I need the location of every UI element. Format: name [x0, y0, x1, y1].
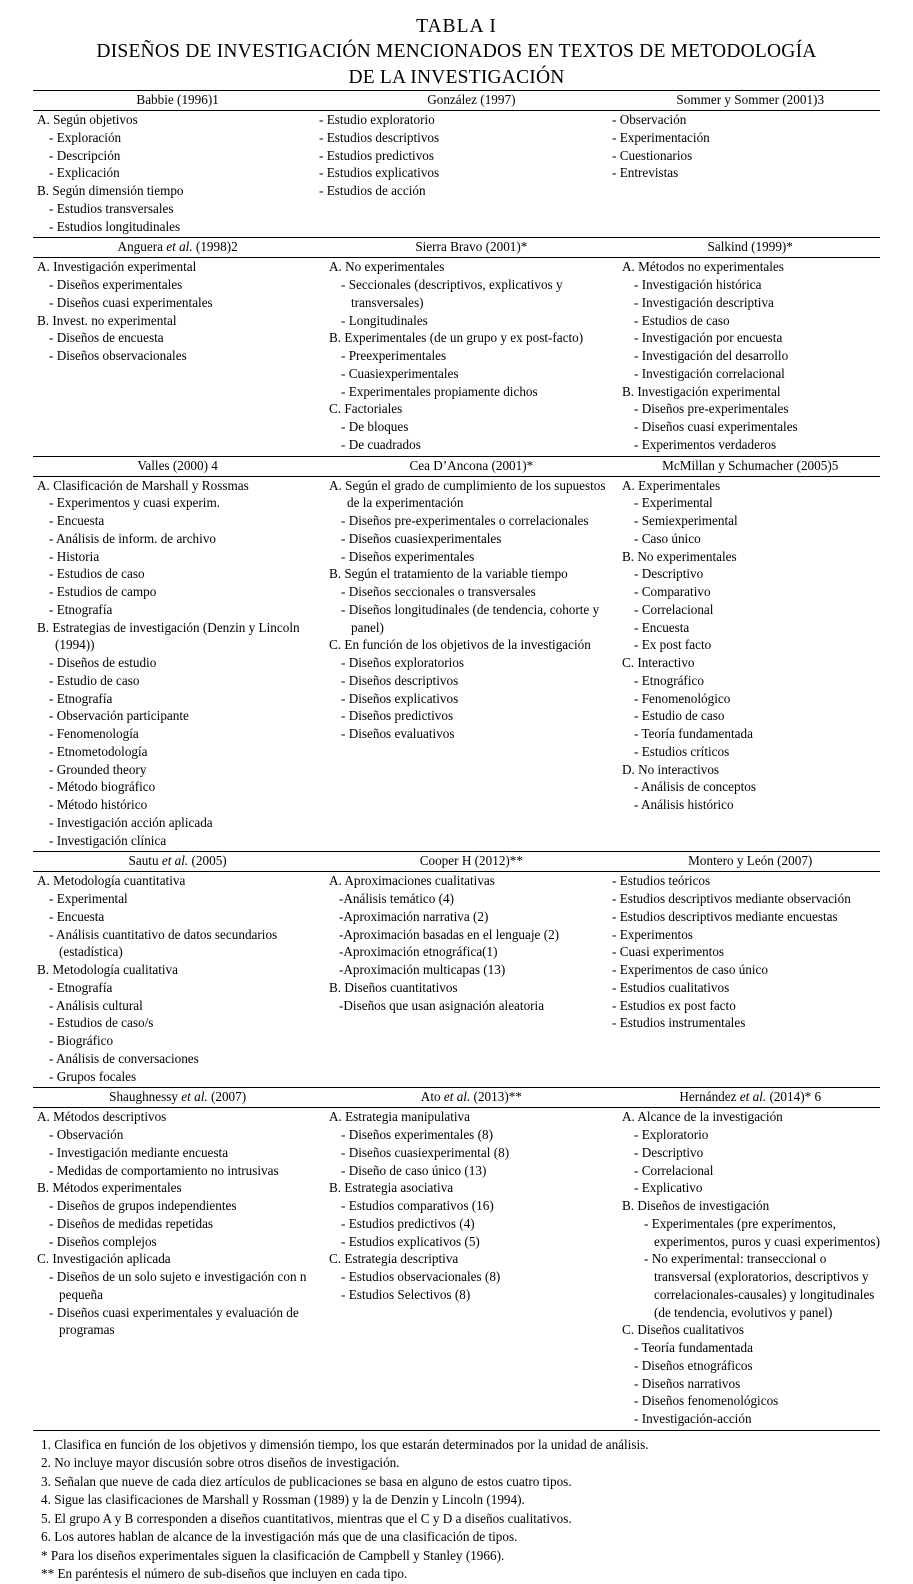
list-item: B. Metodología cualitativa — [37, 962, 178, 978]
table-title-block — [33, 14, 880, 90]
list-item: - Diseños etnográficos — [634, 1357, 753, 1373]
design-list — [33, 111, 321, 235]
section-body-row — [33, 258, 880, 453]
list-item: B. Según el tratamiento de la variable tiempo — [329, 566, 568, 582]
table-column — [33, 258, 325, 365]
list-item: - Grounded theory — [49, 761, 147, 777]
list-item: - De cuadrados — [341, 436, 421, 452]
list-item: - Grupos focales — [49, 1068, 137, 1084]
list-item: - Teoría fundamentada — [634, 726, 753, 742]
list-item: - Medidas de comportamiento no intrusivas — [49, 1162, 279, 1178]
design-list — [612, 111, 880, 182]
design-list — [325, 1108, 614, 1303]
list-item: - Diseños narrativos — [634, 1375, 741, 1391]
list-item: B. Invest. no experimental — [37, 312, 177, 328]
section-header-row — [33, 238, 880, 257]
list-item: - Diseños de medidas repetidas — [49, 1215, 214, 1231]
list-item: C. Factoriales — [329, 401, 403, 417]
list-item: A. Métodos no experimentales — [622, 259, 784, 275]
design-list — [33, 477, 321, 850]
list-item: - Experimental — [49, 891, 128, 907]
list-item: -Aproximación basadas en el lenguaje (2) — [339, 926, 560, 942]
table-section — [33, 456, 880, 852]
list-item: -Diseños que usan asignación aleatoria — [339, 997, 545, 1013]
column-header: Shaughnessy et al. (2007) — [109, 1089, 247, 1105]
table-column — [612, 111, 880, 182]
list-item: - Cuestionarios — [612, 147, 693, 163]
table-column — [325, 477, 618, 743]
list-item: - Análisis cultural — [49, 997, 143, 1013]
list-item: - Observación — [612, 112, 687, 128]
list-item: - Encuesta — [49, 908, 105, 924]
list-item: - Diseños exploratorios — [341, 655, 465, 671]
list-item: A. Aproximaciones cualitativas — [329, 873, 495, 889]
table-section — [33, 237, 880, 455]
list-item: B. No experimentales — [622, 548, 737, 564]
list-item: - Diseños pre-experimentales — [634, 401, 789, 417]
section-header-row — [33, 457, 880, 476]
list-item: - Encuesta — [634, 619, 690, 635]
section-body-row — [33, 477, 880, 850]
list-item: - Etnografía — [49, 690, 113, 706]
list-item: - Diseños predictivos — [341, 708, 454, 724]
design-list — [33, 258, 321, 365]
list-item: A. Investigación experimental — [37, 259, 197, 275]
column-header: Salkind (1999)* — [707, 239, 793, 255]
list-item: - Explicación — [49, 165, 120, 181]
list-item: - Explicativo — [634, 1180, 703, 1196]
list-item: - Estudios predictivos (4) — [341, 1215, 475, 1231]
table-footnotes — [33, 1431, 880, 1584]
list-item: - Cuasi experimentos — [612, 944, 725, 960]
table-title-line-1: DISEÑOS DE INVESTIGACIÓN MENCIONADOS EN TEXTOS DE METODOLOGÍA — [96, 41, 817, 63]
list-item: - Diseños experimentales (8) — [341, 1127, 493, 1143]
list-item: - Estudios de campo — [49, 584, 157, 600]
list-item: A. Según objetivos — [37, 112, 138, 128]
footnote: ** En paréntesis el número de sub-diseños que incluyen en cada tipo. — [41, 1566, 408, 1582]
list-item: - Estudios descriptivos mediante encuestas — [612, 908, 838, 924]
column-header: Sautu et al. (2005) — [128, 853, 227, 869]
list-item: - Diseños fenomenológicos — [634, 1393, 779, 1409]
section-body-row — [33, 111, 880, 235]
column-header: Cooper H (2012)** — [419, 853, 523, 869]
list-item: - Diseños observacionales — [49, 348, 187, 364]
list-item: - Diseños de un solo sujeto e investigación con n pequeña — [49, 1269, 310, 1302]
footnote: 6. Los autores hablan de alcance de la investigación más que de una clasificación de tipos. — [41, 1529, 518, 1545]
table-column — [33, 872, 325, 1085]
table-column — [618, 1108, 880, 1428]
list-item: - Diseños experimentales — [341, 548, 475, 564]
list-item: - Etnometodología — [49, 743, 148, 759]
list-item: - Investigación correlacional — [634, 365, 785, 381]
list-item: - Ex post facto — [634, 637, 712, 653]
list-item: - Experimentos de caso único — [612, 962, 769, 978]
column-header: Sommer y Sommer (2001)3 — [676, 92, 825, 108]
list-item: - Estudio de caso — [634, 708, 725, 724]
footnote: * Para los diseños experimentales siguen la clasificación de Campbell y Stanley (1966). — [41, 1547, 505, 1563]
list-item: A. Experimentales — [622, 477, 721, 493]
list-item: - Experimentación — [612, 129, 710, 145]
table-column — [325, 1108, 618, 1303]
list-item: - Teoría fundamentada — [634, 1340, 753, 1356]
column-header: Ato et al. (2013)** — [420, 1089, 522, 1105]
footnote: 1. Clasifica en función de los objetivos y dimensión tiempo, los que estarán determinados por la unidad de análisis. — [41, 1436, 649, 1452]
design-list — [33, 1108, 321, 1339]
list-item: - Historia — [49, 548, 100, 564]
list-item: - No experimental: transeccional o transversal (exploratorios, descriptivos y correlacionales-causales) y longitudinales (de tendencia, evolutivos y panel) — [644, 1251, 878, 1320]
list-item: - Estudios observacionales (8) — [341, 1269, 501, 1285]
list-item: - Caso único — [634, 530, 701, 546]
list-item: - Diseños complejos — [49, 1233, 157, 1249]
list-item: - Diseños experimentales — [49, 277, 183, 293]
list-item: - Observación — [49, 1127, 124, 1143]
list-item: - Experimentos y cuasi experim. — [49, 495, 221, 511]
list-item: A. Alcance de la investigación — [622, 1109, 783, 1125]
list-item: - Diseños pre-experimentales o correlacionales — [341, 513, 589, 529]
list-item: - Comparativo — [634, 584, 711, 600]
list-item: - Fenomenológico — [634, 690, 731, 706]
list-item: - Estudios Selectivos (8) — [341, 1286, 471, 1302]
list-item: C. Investigación aplicada — [37, 1251, 171, 1267]
list-item: A. Según el grado de cumplimiento de los supuestos de la experimentación — [329, 477, 609, 511]
list-item: - Diseños cuasi experimentales y evaluación de programas — [49, 1304, 303, 1338]
list-item: B. Estrategias de investigación (Denzin y Lincoln (1994)) — [37, 619, 303, 653]
footnote: 4. Sigue las clasificaciones de Marshall y Rossman (1989) y la de Denzin y Lincoln (1994). — [41, 1492, 525, 1508]
list-item: - Investigación clínica — [49, 832, 167, 848]
list-item: - Diseños explicativos — [341, 690, 459, 706]
section-header-row — [33, 91, 880, 110]
list-item: - Investigación mediante encuesta — [49, 1144, 229, 1160]
list-item: - De bloques — [341, 419, 409, 435]
list-item: B. Diseños de investigación — [622, 1198, 770, 1214]
list-item: - Semiexperimental — [634, 513, 738, 529]
list-item: B. Estrategia asociativa — [329, 1180, 454, 1196]
list-item: - Diseños longitudinales (de tendencia, cohorte y panel) — [341, 601, 603, 635]
list-item: -Aproximación etnográfica(1) — [339, 944, 498, 960]
list-item: - Etnográfico — [634, 672, 704, 688]
design-list — [618, 258, 880, 453]
list-item: - Diseño de caso único (13) — [341, 1162, 487, 1178]
list-item: - Correlacional — [634, 1162, 714, 1178]
column-header: Hernández et al. (2014)* 6 — [679, 1089, 822, 1105]
table-column — [325, 872, 618, 1014]
list-item: - Diseños descriptivos — [341, 672, 459, 688]
list-item: - Diseños evaluativos — [341, 726, 455, 742]
list-item: - Investigación acción aplicada — [49, 814, 213, 830]
list-item: - Experimentales (pre experimentos, experimentos, puros y cuasi experimentos) — [644, 1215, 880, 1249]
list-item: - Análisis histórico — [634, 797, 734, 813]
footnote: 3. Señalan que nueve de cada diez artículos de publicaciones se basa en alguno de estos cuatro tipos. — [41, 1473, 572, 1489]
list-item: - Estudios ex post facto — [612, 997, 736, 1013]
list-item: -Aproximación multicapas (13) — [339, 962, 506, 978]
table-column — [612, 872, 880, 1032]
list-item: - Estudios explicativos — [319, 165, 440, 181]
section-body-row — [33, 1108, 880, 1428]
table-title-line-2: DE LA INVESTIGACIÓN — [348, 66, 565, 88]
table-section — [33, 1087, 880, 1430]
list-item: - Análisis de conceptos — [634, 779, 756, 795]
list-item: - Experimentos verdaderos — [634, 436, 777, 452]
table-column — [33, 1108, 325, 1339]
list-item: C. Diseños cualitativos — [622, 1322, 744, 1338]
column-header: Sierra Bravo (2001)* — [415, 239, 528, 255]
table-column — [33, 477, 325, 850]
list-item: B. Experimentales (de un grupo y ex post-facto) — [329, 330, 584, 346]
list-item: - Observación participante — [49, 708, 189, 724]
design-list — [618, 1108, 880, 1428]
list-item: - Diseños seccionales o transversales — [341, 584, 536, 600]
list-item: - Experimental — [634, 495, 713, 511]
list-item: - Correlacional — [634, 601, 714, 617]
list-item: - Experimentos — [612, 926, 693, 942]
column-header: Cea D’Ancona (2001)* — [409, 457, 534, 473]
list-item: - Estudios comparativos (16) — [341, 1198, 494, 1214]
design-list — [612, 872, 880, 1032]
list-item: - Estudio exploratorio — [319, 112, 435, 128]
list-item: - Cuasiexperimentales — [341, 365, 459, 381]
list-item: A. Estrategia manipulativa — [329, 1109, 470, 1125]
list-item: - Estudios descriptivos — [319, 129, 440, 145]
list-item: - Investigación por encuesta — [634, 330, 783, 346]
list-item: - Investigación del desarrollo — [634, 348, 789, 364]
list-item: - Estudios de caso — [634, 312, 730, 328]
list-item: - Estudios de caso/s — [49, 1015, 154, 1031]
list-item: - Fenomenología — [49, 726, 139, 742]
table-section — [33, 851, 880, 1087]
table-column — [325, 258, 618, 453]
list-item: - Diseños cuasiexperimental (8) — [341, 1144, 510, 1160]
list-item: - Análisis de conversaciones — [49, 1050, 199, 1066]
list-item: - Investigación histórica — [634, 277, 762, 293]
design-list — [618, 477, 880, 814]
list-item: - Encuesta — [49, 513, 105, 529]
list-item: - Seccionales (descriptivos, explicativos y transversales) — [341, 277, 566, 310]
column-header: Valles (2000) 4 — [137, 457, 218, 473]
list-item: - Estudios críticos — [634, 743, 730, 759]
list-item: - Diseños cuasiexperimentales — [341, 530, 502, 546]
list-item: - Diseños de encuesta — [49, 330, 164, 346]
list-item: - Diseños cuasi experimentales — [634, 419, 798, 435]
footnote: 5. El grupo A y B corresponden a diseños cuantitativos, mientras que el C y D a diseños cualitativos. — [41, 1510, 572, 1526]
list-item: - Descriptivo — [634, 1144, 704, 1160]
list-item: - Estudios de caso — [49, 566, 145, 582]
list-item: - Investigación descriptiva — [634, 294, 774, 310]
design-list — [325, 477, 614, 743]
list-item: - Estudios transversales — [49, 200, 174, 216]
list-item: - Biográfico — [49, 1033, 114, 1049]
list-item: - Método biográfico — [49, 779, 156, 795]
list-item: B. Investigación experimental — [622, 383, 781, 399]
design-list — [325, 872, 614, 1014]
list-item: - Entrevistas — [612, 165, 679, 181]
table-column — [33, 111, 325, 235]
table-column — [319, 111, 618, 200]
list-item: -Análisis temático (4) — [339, 891, 454, 907]
table-number: TABLA I — [416, 16, 497, 37]
list-item: - Análisis cuantitativo de datos secundarios (estadística) — [49, 926, 281, 960]
design-list — [319, 111, 614, 200]
column-header: Babbie (1996)1 — [136, 92, 219, 108]
list-item: B. Diseños cuantitativos — [329, 979, 458, 995]
section-header-row — [33, 852, 880, 871]
list-item: - Experimentales propiamente dichos — [341, 383, 538, 399]
list-item: - Investigación-acción — [634, 1411, 752, 1427]
footnote: 2. No incluye mayor discusión sobre otros diseños de investigación. — [41, 1455, 400, 1471]
list-item: - Exploración — [49, 129, 122, 145]
list-item: - Estudios longitudinales — [49, 218, 181, 234]
section-body-row — [33, 872, 880, 1085]
list-item: A. Métodos descriptivos — [37, 1109, 167, 1125]
list-item: -Aproximación narrativa (2) — [339, 908, 489, 924]
list-item: - Preexperimentales — [341, 348, 447, 364]
table-column — [618, 477, 880, 814]
list-item: - Diseños de estudio — [49, 655, 157, 671]
section-header-row — [33, 1088, 880, 1107]
list-item: - Estudios instrumentales — [612, 1015, 746, 1031]
design-list — [325, 258, 614, 453]
list-item: - Diseños de grupos independientes — [49, 1198, 237, 1214]
list-item: C. Interactivo — [622, 655, 695, 671]
column-header: McMillan y Schumacher (2005)5 — [662, 457, 839, 473]
design-list — [33, 872, 321, 1085]
list-item: - Análisis de inform. de archivo — [49, 530, 217, 546]
list-item: A. No experimentales — [329, 259, 445, 275]
table-body — [33, 90, 880, 1430]
table-section — [33, 90, 880, 237]
column-header: González (1997) — [427, 92, 516, 108]
column-header: Montero y León (2007) — [688, 853, 813, 869]
list-item: - Estudios descriptivos mediante observación — [612, 891, 851, 907]
list-item: B. Según dimensión tiempo — [37, 183, 184, 199]
list-item: - Estudio de caso — [49, 672, 140, 688]
list-item: C. En función de los objetivos de la investigación — [329, 637, 591, 653]
list-item: - Estudios cualitativos — [612, 979, 730, 995]
column-header: Anguera et al. (1998)2 — [117, 239, 238, 255]
list-item: - Estudios teóricos — [612, 873, 711, 889]
table-column — [618, 258, 880, 453]
list-item: C. Estrategia descriptiva — [329, 1251, 459, 1267]
list-item: - Método histórico — [49, 797, 148, 813]
list-item: - Descriptivo — [634, 566, 704, 582]
list-item: - Estudios predictivos — [319, 147, 435, 163]
list-item: - Etnografía — [49, 601, 113, 617]
list-item: A. Clasificación de Marshall y Rossmas — [37, 477, 249, 493]
list-item: B. Métodos experimentales — [37, 1180, 182, 1196]
list-item: D. No interactivos — [622, 761, 720, 777]
list-item: - Longitudinales — [341, 312, 428, 328]
list-item: - Estudios explicativos (5) — [341, 1233, 480, 1249]
list-item: - Diseños cuasi experimentales — [49, 294, 213, 310]
list-item: - Estudios de acción — [319, 183, 426, 199]
list-item: - Etnografía — [49, 979, 113, 995]
list-item: - Exploratorio — [634, 1127, 709, 1143]
list-item: A. Metodología cuantitativa — [37, 873, 186, 889]
list-item: - Descripción — [49, 147, 121, 163]
